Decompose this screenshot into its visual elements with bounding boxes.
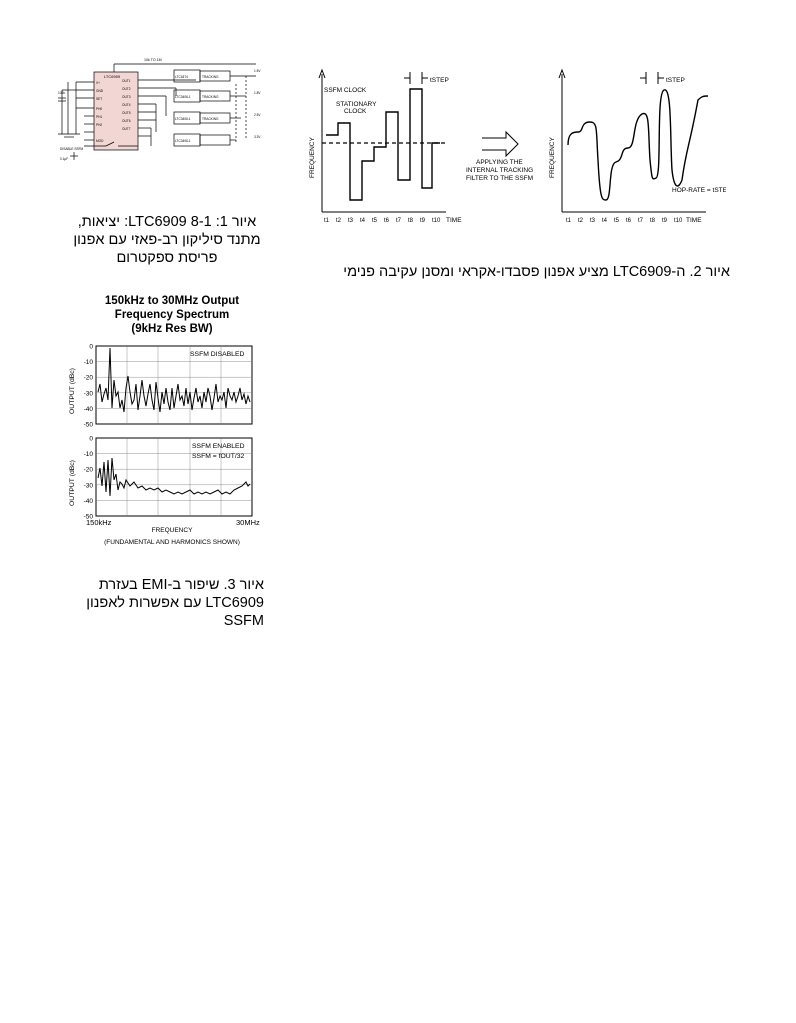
regulator-label: LTC3406-1 bbox=[175, 117, 191, 121]
tstep-label: tSTEP bbox=[430, 77, 449, 84]
output-label: 2.5V bbox=[254, 113, 261, 117]
pin-label: MOD bbox=[96, 139, 104, 143]
pin-label: V+ bbox=[96, 81, 100, 85]
tracking-label: TRACKING bbox=[202, 117, 219, 121]
middle-text-1: APPLYING THE bbox=[476, 159, 523, 166]
y-tick-label: -10 bbox=[83, 359, 93, 367]
pin-label: PH0 bbox=[96, 107, 103, 111]
panel1-ylabel: OUTPUT (dBc) bbox=[69, 368, 76, 414]
ssfm-rate-label: SSFM = fOUT/32 bbox=[192, 453, 245, 460]
figure-3-spectrum bbox=[60, 292, 275, 554]
spectrum-title-3: (9kHz Res BW) bbox=[131, 323, 213, 335]
spectrum-title-1: 150kHz to 30MHz Output bbox=[104, 295, 240, 307]
y-tick-label: -10 bbox=[83, 451, 93, 459]
spectrum-chart bbox=[60, 292, 275, 554]
pin-label: OUT5 bbox=[122, 111, 131, 115]
y-tick-label: -20 bbox=[83, 466, 93, 474]
regulator-label: LTC3406-1 bbox=[175, 95, 191, 99]
spectrum-xsublabel: (FUNDAMENTAL AND HARMONICS SHOWN) bbox=[104, 539, 240, 546]
pin-label: GND bbox=[96, 89, 104, 93]
time-tick-label: t6 bbox=[384, 218, 390, 224]
time-tick-label: t4 bbox=[360, 218, 366, 224]
y-tick-label: 0 bbox=[89, 343, 93, 351]
hop-diagram bbox=[306, 60, 726, 235]
time-tick-label: t1 bbox=[324, 218, 330, 224]
y-tick-label: -50 bbox=[83, 421, 93, 429]
right-ylabel: FREQUENCY bbox=[549, 137, 556, 178]
figure-2-diagram bbox=[306, 60, 726, 235]
hop-rate-label: HOP-RATE = tSTEP bbox=[672, 187, 726, 194]
time-tick-label: t7 bbox=[638, 218, 644, 224]
panel2-ylabel: OUTPUT (dBc) bbox=[69, 460, 76, 506]
time-tick-label: t9 bbox=[420, 218, 426, 224]
time-tick-label: t1 bbox=[566, 218, 572, 224]
figure-2-caption: איור 2. ה-LTC6909 מציע אפנון פסבדו-אקראי ומסנן עקיבה פנימי bbox=[343, 264, 730, 280]
output-label: 3.3V bbox=[254, 135, 261, 139]
time-tick-label: t4 bbox=[602, 218, 608, 224]
chip-title: LTC6909 bbox=[104, 74, 121, 79]
output-label: 1.5V bbox=[254, 69, 261, 73]
pin-label: OUT3 bbox=[122, 95, 131, 99]
pin-label: PH1 bbox=[96, 115, 103, 119]
time-tick-label: t6 bbox=[626, 218, 632, 224]
right-xlabel: TIME bbox=[686, 217, 702, 224]
pin-label: PH2 bbox=[96, 123, 103, 127]
middle-text-3: FILTER TO THE SSFM bbox=[466, 175, 534, 182]
regulator-label: LTC3406-1 bbox=[175, 139, 191, 143]
pin-label: SET bbox=[96, 97, 103, 101]
switch-label: DISABLE SSFM bbox=[60, 147, 84, 151]
regulator-label: LTC1874 bbox=[175, 75, 188, 79]
pin-label: OUT4 bbox=[122, 103, 131, 107]
res-label: 100k bbox=[58, 91, 65, 95]
left-ylabel: FREQUENCY bbox=[309, 137, 316, 178]
schematic-drawing bbox=[56, 54, 271, 162]
x-end-label: 30MHz bbox=[236, 518, 260, 527]
pin-label: OUT1 bbox=[122, 79, 131, 83]
ssfm-clock-label: SSFM CLOCK bbox=[324, 87, 367, 94]
pin-label: OUT2 bbox=[122, 87, 131, 91]
y-tick-label: -40 bbox=[83, 405, 93, 413]
y-tick-label: -20 bbox=[83, 374, 93, 382]
time-tick-label: t10 bbox=[674, 218, 683, 224]
x-start-label: 150kHz bbox=[86, 518, 112, 527]
cap-label: 0.1µF bbox=[60, 157, 69, 161]
tracking-label: TRACKING bbox=[202, 95, 219, 99]
time-tick-label: t2 bbox=[578, 218, 584, 224]
time-tick-label: t8 bbox=[408, 218, 414, 224]
supply-label: 10k TO 1M bbox=[144, 58, 162, 62]
figure-3-caption: איור 3. שיפור ב-EMI בעזרת LTC6909 עם אפשרות לאפנון SSFM bbox=[86, 577, 264, 629]
clock-label: CLOCK bbox=[344, 108, 367, 115]
spectrum-title-2: Frequency Spectrum bbox=[114, 309, 230, 321]
output-label: 1.8V bbox=[254, 91, 261, 95]
tracking-label: TRACKING bbox=[202, 75, 219, 79]
spectrum-xlabel: FREQUENCY bbox=[151, 527, 193, 534]
time-tick-label: t7 bbox=[396, 218, 402, 224]
time-tick-label: t10 bbox=[432, 218, 441, 224]
left-xlabel: TIME bbox=[446, 217, 462, 224]
time-tick-label: t8 bbox=[650, 218, 656, 224]
y-tick-label: 0 bbox=[89, 435, 93, 443]
stationary-label: STATIONARY bbox=[336, 101, 377, 108]
y-tick-label: -40 bbox=[83, 497, 93, 505]
y-tick-label: -30 bbox=[83, 390, 93, 398]
figure-1-caption: איור 1: 8-1 LTC6909: יציאות, מתנד סיליקון רב-פאזי עם אפנון פריסת ספקטרום bbox=[73, 214, 261, 266]
pin-label: OUT7 bbox=[122, 127, 131, 131]
ssfm-disabled-label: SSFM DISABLED bbox=[190, 351, 245, 358]
time-tick-label: t5 bbox=[372, 218, 378, 224]
y-tick-label: -50 bbox=[83, 513, 93, 521]
time-tick-label: t9 bbox=[662, 218, 668, 224]
time-tick-label: t5 bbox=[614, 218, 620, 224]
time-tick-label: t3 bbox=[590, 218, 596, 224]
middle-text-2: INTERNAL TRACKING bbox=[466, 167, 534, 174]
y-tick-label: -30 bbox=[83, 482, 93, 490]
time-tick-label: t3 bbox=[348, 218, 354, 224]
time-tick-label: t2 bbox=[336, 218, 342, 224]
figure-1-schematic bbox=[56, 54, 271, 162]
tstep-label-right: tSTEP bbox=[666, 77, 685, 84]
pin-label: OUT6 bbox=[122, 119, 131, 123]
ssfm-enabled-label: SSFM ENABLED bbox=[192, 443, 245, 450]
